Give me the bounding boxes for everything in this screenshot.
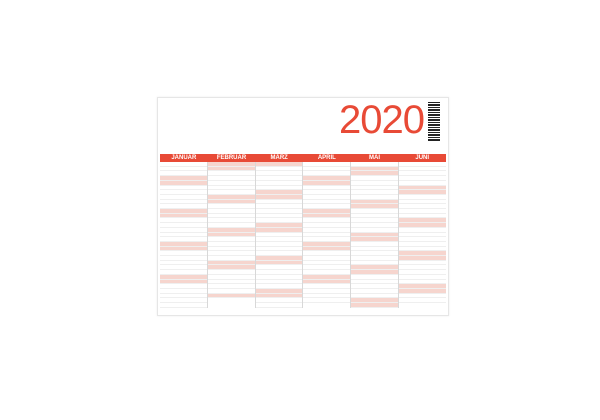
month-header: JANUAR — [171, 155, 197, 161]
year-title: 2020 — [339, 98, 424, 142]
month-column — [160, 162, 208, 308]
barcode-icon — [428, 102, 440, 142]
calendar-sheet — [157, 97, 449, 316]
month-column — [399, 162, 446, 308]
month-header: JUNI — [415, 155, 430, 161]
month-column — [208, 162, 256, 308]
day-cell — [303, 298, 350, 303]
month-column — [256, 162, 304, 308]
month-header: FEBRUAR — [216, 155, 247, 161]
month-column — [351, 162, 399, 308]
month-header: APRIL — [317, 155, 336, 161]
month-grid — [160, 162, 446, 308]
footer-strip — [160, 306, 446, 314]
month-header-row — [160, 154, 446, 162]
month-header: MÄRZ — [270, 155, 288, 161]
day-cell — [399, 298, 446, 303]
day-cell — [208, 294, 255, 299]
month-header: MAI — [369, 155, 381, 161]
month-column — [303, 162, 351, 308]
